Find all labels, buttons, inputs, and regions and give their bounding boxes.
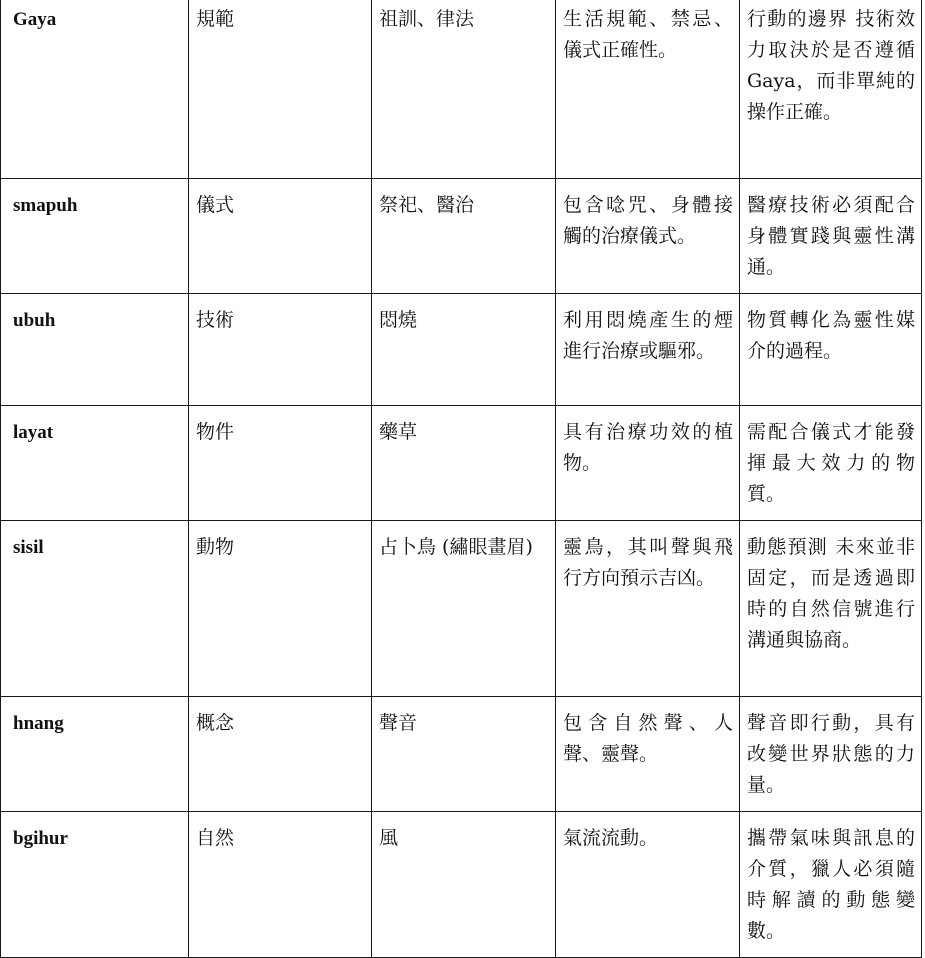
- table-row: [1, 406, 922, 521]
- meaning-cell: 悶燒: [372, 294, 556, 406]
- table-row: [1, 0, 922, 179]
- term-cell: hnang: [1, 697, 189, 812]
- category-cell: 規範: [189, 0, 372, 179]
- category-cell: 技術: [189, 294, 372, 406]
- description-cell: 靈鳥，其叫聲與飛行方向預示吉凶。: [556, 521, 740, 697]
- term-cell: sisil: [1, 521, 189, 697]
- term-cell: Gaya: [1, 0, 189, 179]
- meaning-cell: 風: [372, 812, 556, 958]
- insight-cell: 行動的邊界 技術效力取決於是否遵循 Gaya，而非單純的操作正確。: [740, 0, 922, 179]
- insight-cell: 需配合儀式才能發揮最大效力的物質。: [740, 406, 922, 521]
- meaning-cell: 占卜鳥 (繡眼畫眉): [372, 521, 556, 697]
- table-row: [1, 812, 922, 958]
- table-row: [1, 179, 922, 294]
- insight-cell: 攜帶氣味與訊息的介質，獵人必須隨時解讀的動態變數。: [740, 812, 922, 958]
- description-cell: 利用悶燒產生的煙進行治療或驅邪。: [556, 294, 740, 406]
- term-cell: ubuh: [1, 294, 189, 406]
- meaning-cell: 祖訓、律法: [372, 0, 556, 179]
- description-cell: 氣流流動。: [556, 812, 740, 958]
- term-cell: layat: [1, 406, 189, 521]
- insight-cell: 物質轉化為靈性媒介的過程。: [740, 294, 922, 406]
- category-cell: 概念: [189, 697, 372, 812]
- insight-cell: 醫療技術必須配合身體實踐與靈性溝通。: [740, 179, 922, 294]
- description-cell: 生活規範、禁忌、儀式正確性。: [556, 0, 740, 179]
- table-row: [1, 294, 922, 406]
- meaning-cell: 祭祀、醫治: [372, 179, 556, 294]
- term-cell: bgihur: [1, 812, 189, 958]
- category-cell: 物件: [189, 406, 372, 521]
- description-cell: 具有治療功效的植物。: [556, 406, 740, 521]
- meaning-cell: 藥草: [372, 406, 556, 521]
- description-cell: 包含唸咒、身體接觸的治療儀式。: [556, 179, 740, 294]
- description-cell: 包含自然聲、人聲、靈聲。: [556, 697, 740, 812]
- insight-cell: 動態預測 未來並非固定，而是透過即時的自然信號進行溝通與協商。: [740, 521, 922, 697]
- category-cell: 自然: [189, 812, 372, 958]
- meaning-cell: 聲音: [372, 697, 556, 812]
- term-cell: smapuh: [1, 179, 189, 294]
- table-row: [1, 521, 922, 697]
- insight-cell: 聲音即行動，具有改變世界狀態的力量。: [740, 697, 922, 812]
- glossary-table-body: [1, 0, 922, 958]
- category-cell: 儀式: [189, 179, 372, 294]
- category-cell: 動物: [189, 521, 372, 697]
- table-row: [1, 697, 922, 812]
